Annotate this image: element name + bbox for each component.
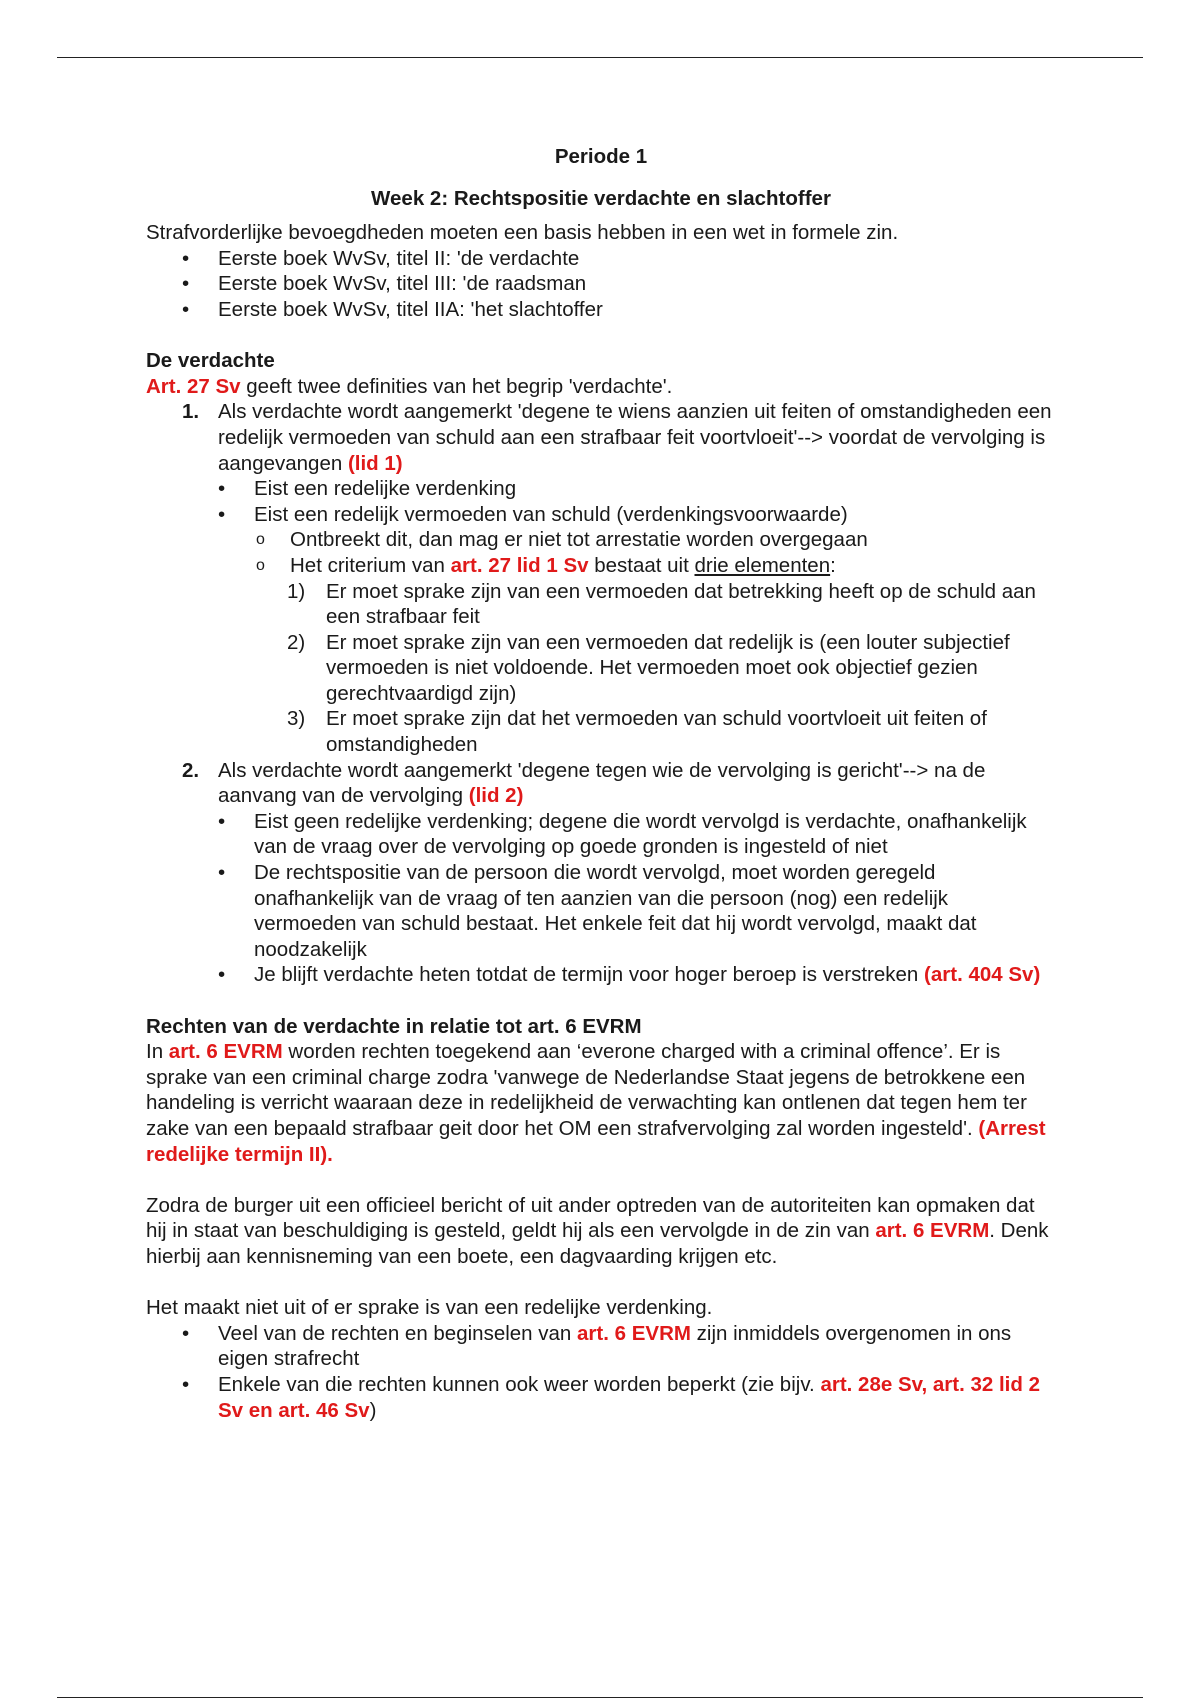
list-number: 2) <box>287 630 306 654</box>
list-item: • Je blijft verdachte heten totdat de termijn voor hoger beroep is verstreken (art. 404 Sv) <box>218 963 1041 987</box>
list-item: o Het criterium van art. 27 lid 1 Sv bestaat uit drie elementen: <box>256 553 836 577</box>
bullet-icon: • <box>218 809 226 833</box>
list-item: o Ontbreekt dit, dan mag er niet tot arrestatie worden overgegaan <box>256 528 868 552</box>
list-item: • Eerste boek WvSv, titel III: 'de raadsman <box>182 272 587 296</box>
element-item: 3) Er moet sprake zijn dat het vermoeden van schuld voortvloeit uit feiten of omstandigheden <box>287 707 987 757</box>
evrm-paragraph-1: In art. 6 EVRM worden rechten toegekend aan ‘everone charged with a criminal offence’. Er is sprake van een criminal charge zodra 'vanwege de Nederlandse Staat jegens de betrokkene een handeling is verricht waaraan deze in redelijkheid de verwachting kan ontlenen dat tegen hem ter zake van een bepaald strafbaar geit door het OM een strafvervolging zal worden ingesteld'. (Arrest redelijke termijn II). <box>146 1040 1046 1166</box>
element-item: 2) Er moet sprake zijn van een vermoeden dat redelijk is (een louter subjectief vermoeden is niet voldoende. Het vermoeden moet ook objectief gezien gerechtvaardigd zijn) <box>287 630 1010 705</box>
bullet-icon: • <box>182 1321 190 1345</box>
list-item: • De rechtspositie van de persoon die wordt vervolgd, moet worden geregeld onafhankelijk van de vraag of ten aanzien van die persoon (nog) een redelijk vermoeden van schuld bestaat. Het enkele feit dat hij wordt vervolgd, maakt dat noodzakelijk <box>218 861 977 961</box>
circle-bullet-icon: o <box>256 531 265 549</box>
list-item: • Eerste boek WvSv, titel II: 'de verdachte <box>182 246 580 270</box>
list-number: 3) <box>287 707 306 731</box>
element-item: 1) Er moet sprake zijn van een vermoeden dat betrekking heeft op de schuld aan een strafbaar feit <box>287 579 1036 629</box>
circle-bullet-icon: o <box>256 556 265 574</box>
list-item: • Eist geen redelijke verdenking; degene die wordt vervolgd is verdachte, onafhankelijk van de vraag over de vervolging op goede gronden is ingesteld of niet <box>218 809 1027 859</box>
definition-1: 1. Als verdachte wordt aangemerkt 'degene te wiens aanzien uit feiten of omstandigheden een redelijk vermoeden van schuld aan een strafbaar feit voortvloeit'--> voordat de vervolging is aangevangen (lid 1) <box>182 400 1052 475</box>
bullet-icon: • <box>182 272 190 296</box>
bullet-icon: • <box>182 1372 190 1396</box>
bottom-rule <box>57 1697 1143 1698</box>
evrm-list <box>146 1321 1056 1423</box>
bullet-icon: • <box>182 297 190 321</box>
intro-list <box>146 246 1056 323</box>
bullet-icon: • <box>218 502 226 526</box>
bullet-icon: • <box>218 477 226 501</box>
evrm-paragraph-3: Het maakt niet uit of er sprake is van een redelijke verdenking. <box>146 1296 713 1320</box>
section-heading-evrm: Rechten van de verdachte in relatie tot art. 6 EVRM <box>146 1014 642 1038</box>
list-number: 2. <box>182 758 200 782</box>
list-item: • Enkele van die rechten kunnen ook weer worden beperkt (zie bijv. art. 28e Sv, art. 32 lid 2 Sv en art. 46 Sv) <box>182 1372 1040 1422</box>
definition-list <box>146 399 1056 988</box>
bullet-icon: • <box>218 861 226 885</box>
intro-text: Strafvorderlijke bevoegdheden moeten een basis hebben in een wet in formele zin. <box>146 221 899 245</box>
list-number: 1. <box>182 400 200 424</box>
verdachte-lead: Art. 27 Sv geeft twee definities van het begrip 'verdachte'. <box>146 374 673 398</box>
list-item: • Eist een redelijke verdenking <box>218 477 517 501</box>
evrm-paragraph-2: Zodra de burger uit een officieel bericht of uit ander optreden van de autoriteiten kan opmaken dat hij in staat van beschuldiging is gesteld, geldt hij als een vervolgde in de zin van art. 6 EVRM. Denk hierbij aan kennisneming van een boete, een dagvaarding krijgen etc. <box>146 1193 1049 1268</box>
period-title: Periode 1 <box>554 145 648 168</box>
list-item: • Eerste boek WvSv, titel IIA: 'het slachtoffer <box>182 297 603 321</box>
section-heading-verdachte: De verdachte <box>146 349 275 373</box>
list-number: 1) <box>287 579 306 603</box>
bullet-icon: • <box>218 963 226 987</box>
definition-2: 2. Als verdachte wordt aangemerkt 'degene tegen wie de vervolging is gericht'--> na de aanvang van de vervolging (lid 2) <box>182 758 986 808</box>
list-item: • Veel van de rechten en beginselen van art. 6 EVRM zijn inmiddels overgenomen in ons eigen strafrecht <box>182 1321 1012 1371</box>
list-item: • Eist een redelijk vermoeden van schuld (verdenkingsvoorwaarde) <box>218 502 848 526</box>
bullet-icon: • <box>182 246 190 270</box>
document-body <box>146 140 1056 1423</box>
week-title: Week 2: Rechtspositie verdachte en slachtoffer <box>371 186 831 210</box>
top-rule <box>57 57 1143 58</box>
